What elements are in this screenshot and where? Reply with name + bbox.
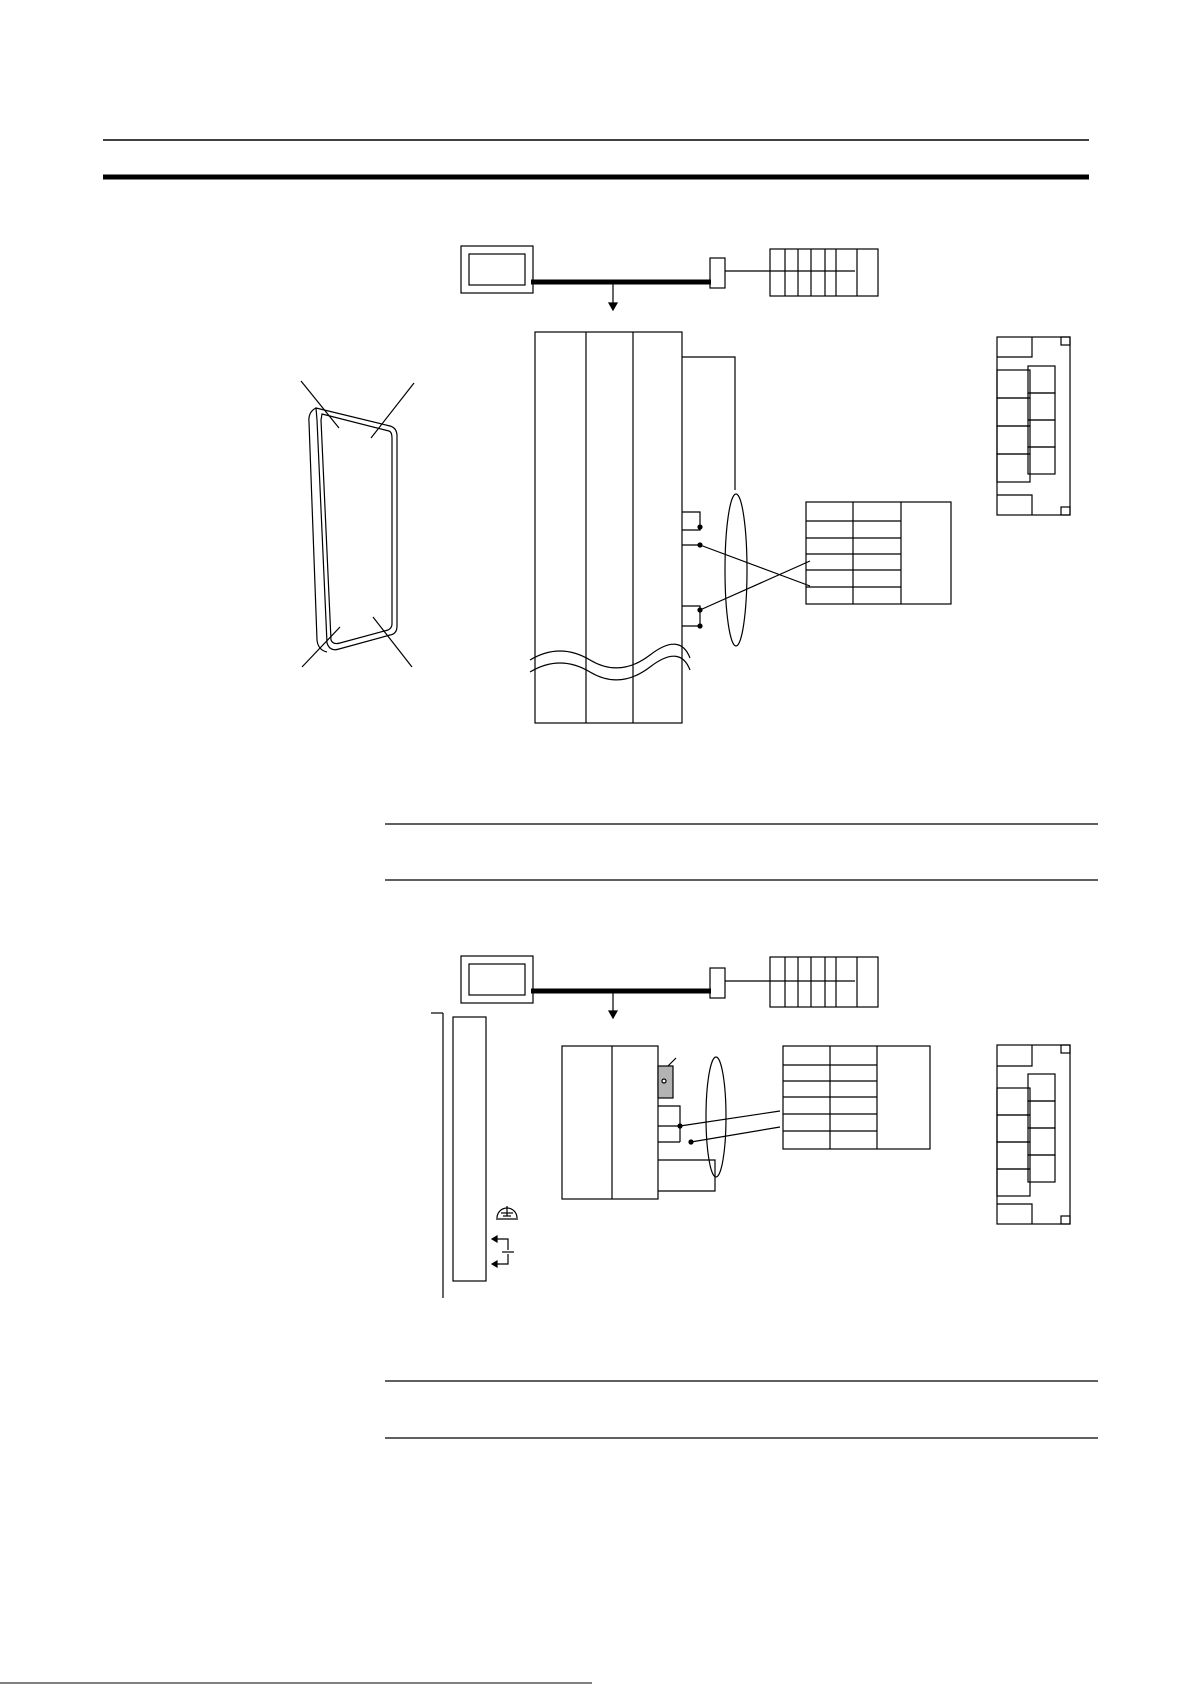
ground-icon bbox=[496, 1206, 518, 1219]
plc-rack-icon bbox=[770, 957, 878, 1007]
terminal-table-bottom bbox=[562, 1046, 658, 1199]
table-break-mark bbox=[530, 644, 690, 668]
plug-icon bbox=[710, 968, 725, 998]
side-terminal-block-top bbox=[997, 337, 1070, 515]
arrow-down-icon bbox=[609, 303, 617, 310]
bottom-figure bbox=[431, 956, 1070, 1298]
terminal-table-small-top bbox=[806, 502, 951, 604]
device-monitor-icon bbox=[461, 246, 533, 293]
plug-icon bbox=[710, 258, 725, 288]
top-figure bbox=[301, 246, 1070, 723]
jumper-arrows-icon bbox=[492, 1236, 514, 1267]
dsub25-connector-icon bbox=[301, 381, 414, 667]
left-terminal-block bbox=[431, 1013, 486, 1298]
arrow-down-icon bbox=[609, 1011, 617, 1018]
terminal-table-top bbox=[535, 332, 682, 723]
twisted-pair-ellipse bbox=[725, 494, 747, 646]
twisted-pair-ellipse bbox=[706, 1057, 726, 1177]
device-monitor-icon bbox=[461, 956, 533, 1003]
side-terminal-block-bottom bbox=[997, 1045, 1070, 1224]
terminal-table-small-bottom bbox=[783, 1046, 930, 1149]
plc-rack-icon bbox=[770, 249, 878, 296]
